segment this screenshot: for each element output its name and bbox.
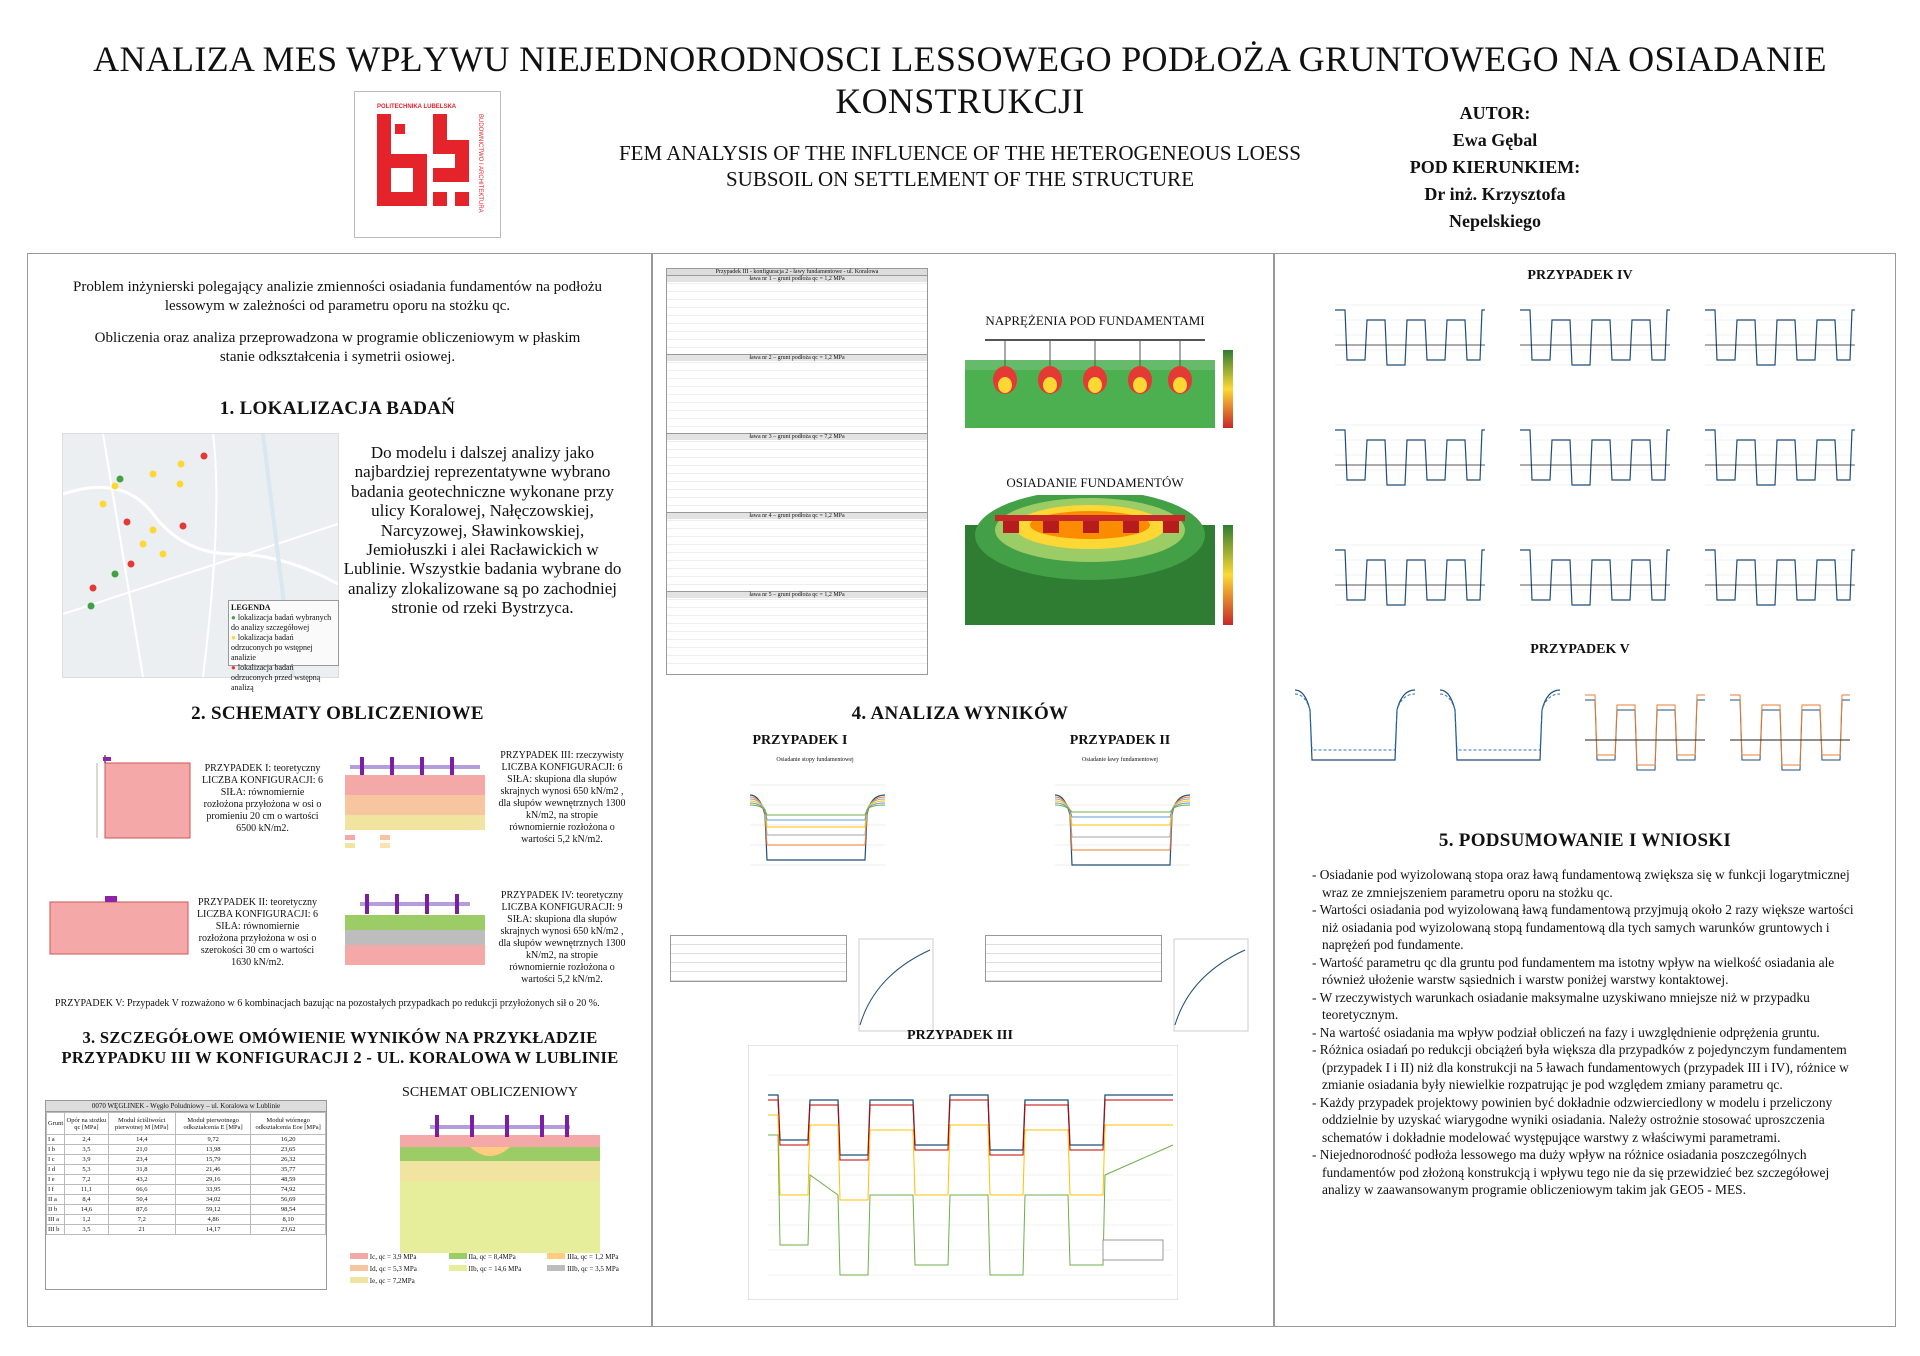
author-name: Ewa Gębal (1452, 130, 1538, 150)
case5-title: PRZYPADEK V (1530, 642, 1630, 657)
author-block (1390, 100, 1600, 235)
section1-title: 1. LOKALIZACJA BADAŃ (219, 398, 456, 419)
supervisor-name-1: Dr inż. Krzysztofa (1424, 184, 1566, 204)
map-legend-item-yellow: ● lokalizacja badań odrzuconych po wstępnej analizie (231, 633, 313, 662)
case4-charts-grid (1330, 285, 1870, 625)
table-row: I a 2,4 14,4 9,72 16,20 (47, 1135, 326, 1145)
supervisor-label: POD KIERUNKIEM: (1409, 157, 1581, 177)
chart2-title: Osiadanie ławy fundamentowej (1082, 757, 1158, 763)
subtitle-line1: FEM ANALYSIS OF THE INFLUENCE OF THE HETEROGENEOUS LOESS (619, 141, 1301, 165)
section1-text: Do modelu i dalszej analizy jako najbardziej reprezentatywne wybrano badania geotechniczne wykonane przy ulicy Koralowej, Nałęczowskiej, Narcyzowej, Sławinkowskiej, Jemiołuszki i alei Racławickich w Lublinie. Wszystkie badania wybrane do analizy zlokalizowane są po zachodniej stronie od rzeki Bystrzyca. (343, 443, 622, 618)
conclusion-item: - Osiadanie pod wyizolowaną stopa oraz ławą fundamentową zwiększa się w funkcji logarytmicznej wraz ze zmniejszeniem parametru oporu na stożku qc. (1312, 867, 1850, 900)
university-logo (354, 91, 501, 238)
subtitle (560, 140, 1360, 192)
conclusion-item: - Każdy przypadek projektowy powinien być dokładnie odzwierciedlony w modelu i przeliczony oddzielnie by uzyskać wiarygodne wyniki osiadania. Należy ostrożnie stosować uproszczenia schematów i dokładnie modelować występujące warstwy z właściwymi parametrami. (1312, 1094, 1833, 1145)
stress-plot (955, 330, 1255, 430)
schema-case3 (340, 747, 490, 852)
soil-table-header-qc: Opór na stożku qc [MPa] (65, 1113, 108, 1135)
soil-parameters-table (45, 1100, 327, 1290)
section3-title-line2: PRZYPADKU III W KONFIGURACJI 2 - UL. KORALOWA W LUBLINIE (61, 1048, 619, 1067)
section3-title (40, 1028, 640, 1068)
legend-id: Id, qc = 5,3 MPa (350, 1264, 443, 1274)
case5-description: PRZYPADEK V: Przypadek V rozważono w 6 kombinacjach bazując na pozostałych przypadkach po redukcji przyłożonych sił o 20 %. (55, 998, 600, 1009)
results-block-1: ława nr 1 – grunt podłoża qc = 1,2 MPa (667, 276, 927, 355)
intro-para2: Obliczenia oraz analiza przeprowadzona w programie obliczeniowym w płaskim stanie odkształcenia i symetrii osiowej. (94, 330, 581, 365)
case2-mini-table (985, 935, 1162, 982)
table-row: II b 14,6 87,6 59,12 98,54 (47, 1205, 326, 1215)
map-legend-item-red: ● lokalizacja badań odrzuconych przed wstępną analizą (231, 663, 321, 692)
conclusion-item: - Wartość parametru qc dla gruntu pod fundamentem ma istotny wpływ na wielkość osiadania ale również ułożenie warstw sąsiednich i warstw poniżej warstwy kontaktowej. (1312, 954, 1835, 987)
conclusion-item: - Różnica osiadań po redukcji obciążeń była większa dla przypadków z pojedynczym fundamentem (przypadek I i II) niż dla konstrukcji na 5 ławach fundamentowych (przypadek III i IV), różnice w zmianie osiadania były niewielkie rozpatrując je pod względem zmiany parametru qc. (1312, 1042, 1849, 1092)
chart1-title: Osiadanie stopy fundamentowej (776, 757, 854, 763)
results-block-2: ława nr 2 – grunt podłoża qc = 1,2 MPa (667, 355, 927, 434)
section3-title-line1: 3. SZCZEGÓŁOWE OMÓWIENIE WYNIKÓW NA PRZYKŁADZIE (82, 1028, 598, 1047)
schema-case1 (75, 745, 195, 840)
table-row: I b 3,5 21,0 13,98 23,65 (47, 1145, 326, 1155)
table-row: I c 3,9 23,4 15,79 26,32 (47, 1155, 326, 1165)
logo-text-side: BUDOWNICTWO I ARCHITEKTURA (477, 114, 483, 213)
case1-title: PRZYPADEK I (752, 733, 848, 748)
table-row: I f 11,1 66,6 33,95 74,92 (47, 1185, 326, 1195)
soil-table-header-grunt: Grunt (47, 1113, 65, 1135)
table-row: III a 1,2 7,2 4,86 8,10 (47, 1215, 326, 1225)
case3-title: PRZYPADEK III (907, 1028, 1013, 1043)
section2-title: 2. SCHEMATY OBLICZENIOWE (191, 703, 484, 724)
schema-case4 (340, 890, 490, 980)
table-row: II a 8,4 50,4 34,02 56,69 (47, 1195, 326, 1205)
chart-case1 (740, 755, 890, 915)
chart-case2 (1045, 755, 1195, 915)
table-row: I d 5,3 31,8 21,46 35,77 (47, 1165, 326, 1175)
conclusion-item: - Wartości osiadania pod wyizolowaną ławą fundamentową przyjmują około 2 razy większe wartości niż osiadania pod wyizolowaną stopą fundamentową dla tych samych warunków gruntowych i naprężeń pod fundamente. (1312, 902, 1854, 952)
schema-legend (350, 1252, 640, 1286)
logo-text-top: POLITECHNIKA LUBELSKA (377, 104, 457, 110)
soil-table-header-m: Moduł ściśliwości pierwotnej M [MPa] (108, 1113, 175, 1135)
subtitle-line2: SUBSOIL ON SETTLEMENT OF THE STRUCTURE (725, 167, 1195, 191)
legend-ie: Ie, qc = 7,2MPa (350, 1276, 443, 1286)
chart-case3 (748, 1045, 1178, 1300)
legend-iia: IIa, qc = 8,4MPa (449, 1252, 542, 1262)
results-block-4: ława nr 4 – grunt podłoża qc = 1,2 MPa (667, 513, 927, 592)
conclusion-item: - W rzeczywistych warunkach osiadanie maksymalne uzyskiwano mniejsze niż w przypadku teoretycznym. (1312, 989, 1810, 1022)
soil-table-caption: 0070 WĘGLINEK - Węgło Poludniowy – ul. Koralowa w Lublinie (46, 1101, 326, 1112)
legend-iiib: IIIb, qc = 3,5 MPa (547, 1264, 640, 1274)
author-label: AUTOR: (1459, 103, 1531, 123)
case2-title: PRZYPADEK II (1069, 733, 1171, 748)
settlement-plot (955, 495, 1255, 630)
stress-title: NAPRĘŻENIA POD FUNDAMENTAMI (985, 313, 1205, 328)
case4-description: PRZYPADEK IV: teoretyczny LICZBA KONFIGURACJI: 9 SIŁA: skupiona dla słupów skrajnych wynosi 650 kN/m2 , dla słupów wewnętrznych 1300 kN/m2, na stropie równomiernie rozłożona o wartości 5,2 kN/m2. (498, 890, 626, 985)
case1-log-curve (855, 935, 935, 1035)
schema-case2 (45, 882, 190, 957)
poster-title: ANALIZA MES WPŁYWU NIEJEDNORODNOSCI LESSOWEGO PODŁOŻA GRUNTOWEGO NA OSIADANIE KONSTRUKCJI (93, 39, 1827, 121)
schema-title: SCHEMAT OBLICZENIOWY (402, 1085, 578, 1100)
soil-table-header-e: Moduł pierwotnego odkształcenia E [MPa] (175, 1113, 250, 1135)
conclusions-list (1310, 866, 1870, 1199)
results-table-caption: Przypadek III - konfiguracja 2 - ławy fundamentowe - ul. Koralowa (667, 269, 927, 276)
section4-title: 4. ANALIZA WYNIKÓW (851, 703, 1069, 724)
supervisor-name-2: Nepelskiego (1449, 211, 1541, 231)
map-legend (228, 600, 339, 692)
section5-title: 5. PODSUMOWANIE I WNIOSKI (1438, 830, 1732, 851)
case5-charts (1290, 660, 1870, 800)
case2-log-curve (1170, 935, 1250, 1035)
legend-iib: IIb, qc = 14,6 MPa (449, 1264, 542, 1274)
case1-mini-table (670, 935, 847, 982)
results-block-5: ława nr 5 – grunt podłoża qc = 1,2 MPa (667, 592, 927, 668)
table-row: III b 3,5 21 14,17 23,62 (47, 1225, 326, 1235)
settlement-title: OSIADANIE FUNDAMENTÓW (1006, 475, 1184, 490)
case3-description: PRZYPADEK III: rzeczywisty LICZBA KONFIGURACJI: 6 SIŁA: skupiona dla słupów skrajnych wynosi 650 kN/m2 , dla słupów wewnętrznych 1300 kN/m2, na stropie równomiernie rozłożona o wartości 5,2 kN/m2. (498, 750, 626, 845)
computation-schema (390, 1105, 610, 1255)
conclusion-item: - Niejednorodność podłoża lessowego ma duży wpływ na różnice osiadania poszczególnych fundamentów pod złożoną konstrukcją i wpływu tego nie da się przewidzieć bez szczegółowej analizy w zaawansowanym programie obliczeniowym takim jak GEO5 - MES. (1312, 1147, 1830, 1197)
legend-ic: Ic, qc = 3,9 MPa (350, 1252, 443, 1262)
soil-table (46, 1112, 326, 1235)
map-legend-title: LEGENDA (231, 603, 271, 612)
case4-title: PRZYPADEK IV (1527, 268, 1633, 283)
results-block-3: ława nr 3 – grunt podłoża qc = 7,2 MPa (667, 434, 927, 513)
case2-description: PRZYPADEK II: teoretyczny LICZBA KONFIGURACJI: 6 SIŁA: równomiernie rozłożona przyłożona w osi o szerokości 30 cm o wartości 1630 kN/m2. (196, 897, 319, 968)
legend-iiia: IIIa, qc = 1,2 MPa (547, 1252, 640, 1262)
results-table (666, 268, 928, 675)
case1-description: PRZYPADEK I: teoretyczny LICZBA KONFIGURACJI: 6 SIŁA: równomiernie rozłożona przyłożona w osi o promieniu 20 cm o wartości 6500 kN/m2. (201, 763, 324, 834)
conclusion-item: - Na wartość osiadania ma wpływ podział obliczeń na fazy i uwzględnienie odprężenia gruntu. (1312, 1024, 1820, 1040)
map-legend-item-green: ● lokalizacja badań wybranych do analizy szczegółowej (231, 613, 332, 632)
soil-table-header-eoe: Moduł wtórnego odkształcenia Eoe [MPa] (251, 1113, 326, 1135)
table-row: I e 7,2 43,2 29,16 48,59 (47, 1175, 326, 1185)
intro-para1: Problem inżynierski polegający analizie zmienności osiadania fundamentów na podłożu lessowym w zależności od parametru oporu na stożku qc. (73, 279, 602, 314)
